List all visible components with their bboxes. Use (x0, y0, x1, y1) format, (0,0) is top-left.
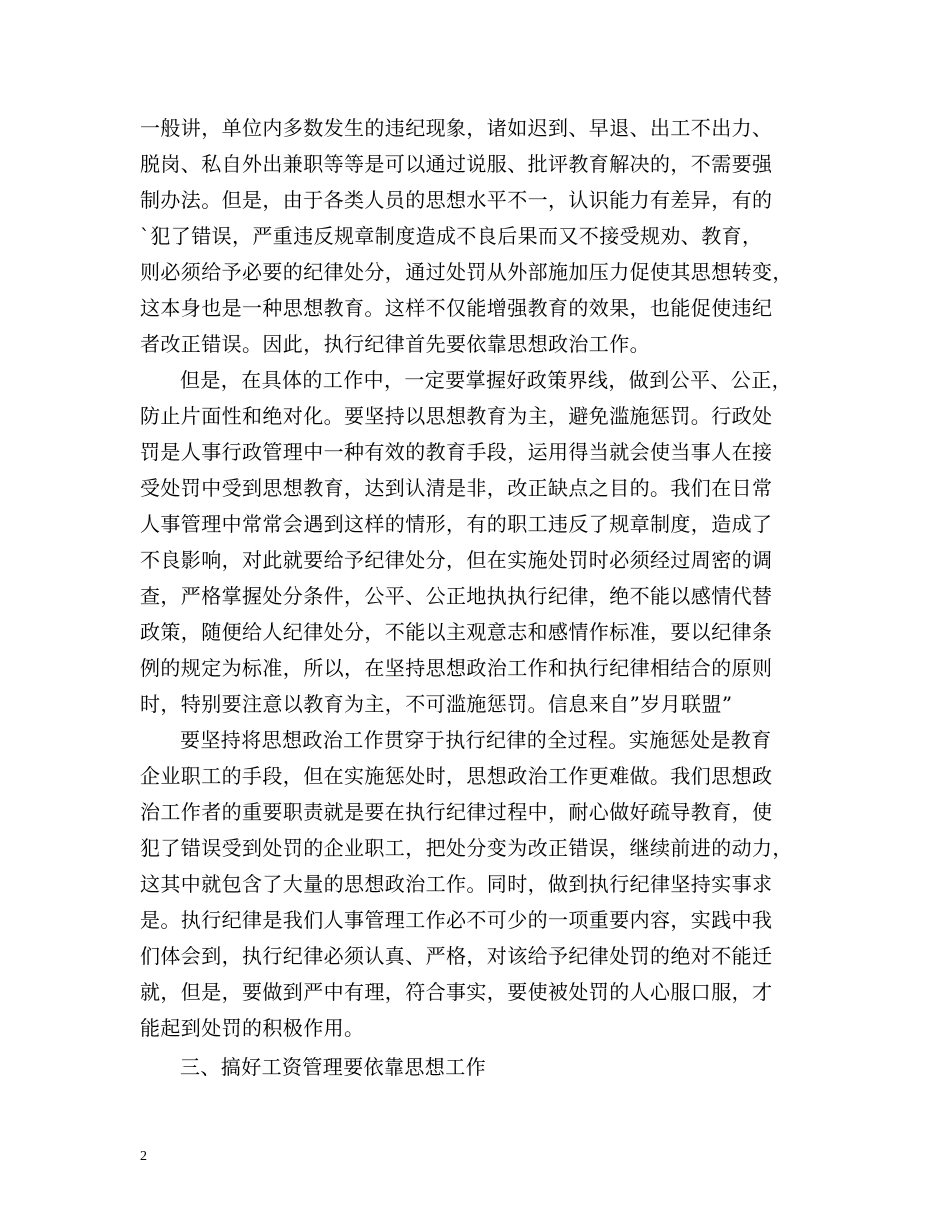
text-line: 企业职工的手段，但在实施惩处时，思想政治工作更难做。我们思想政 (140, 764, 773, 788)
text-line: 这其中就包含了大量的思想政治工作。同时，做到执行纪律坚持实事求 (140, 872, 773, 896)
text-line: 人事管理中常常会遇到这样的情形，有的职工违反了规章制度，造成了 (140, 512, 773, 536)
text-line: 能起到处罚的积极作用。 (140, 1016, 365, 1040)
text-line: 则必须给予必要的纪律处分，通过处罚从外部施加压力促使其思想转变， (140, 260, 793, 284)
text-line: 一般讲，单位内多数发生的违纪现象，诸如迟到、早退、出工不出力、 (140, 116, 773, 140)
text-line: 治工作者的重要职责就是要在执行纪律过程中，耐心做好疏导教育，使 (140, 800, 773, 824)
paragraph-first-line: 要坚持将思想政治工作贯穿于执行纪律的全过程。实施惩处是教育 (180, 728, 772, 752)
text-line: 是。执行纪律是我们人事管理工作必不可少的一项重要内容，实践中我 (140, 908, 773, 932)
text-line: 查，严格掌握处分条件，公平、公正地执执行纪律，绝不能以感情代替 (140, 584, 773, 608)
paragraph-first-line: 但是，在具体的工作中，一定要掌握好政策界线，做到公平、公正， (180, 368, 792, 392)
text-line: `犯了错误，严重违反规章制度造成不良后果而又不接受规劝、教育， (140, 224, 763, 248)
text-line: 罚是人事行政管理中一种有效的教育手段，运用得当就会使当事人在接 (140, 440, 773, 464)
text-line: 这本身也是一种思想教育。这样不仅能增强教育的效果，也能促使违纪 (140, 296, 773, 320)
text-line: 受处罚中受到思想教育，达到认清是非，改正缺点之目的。我们在日常 (140, 476, 773, 500)
text-line: 们体会到，执行纪律必须认真、严格，对该给予纪律处罚的绝对不能迁 (140, 944, 773, 968)
text-line: 不良影响，对此就要给予纪律处分，但在实施处罚时必须经过周密的调 (140, 548, 773, 572)
text-line: 制办法。但是，由于各类人员的思想水平不一，认识能力有差异，有的 (140, 188, 773, 212)
section-heading: 三、搞好工资管理要依靠思想工作 (180, 1055, 486, 1079)
text-line: 者改正错误。因此，执行纪律首先要依靠思想政治工作。 (140, 332, 650, 356)
text-line: 政策，随便给人纪律处分，不能以主观意志和感情作标准，要以纪律条 (140, 620, 773, 644)
text-line: 例的规定为标准，所以，在坚持思想政治工作和执行纪律相结合的原则 (140, 656, 773, 680)
text-line: 脱岗、私自外出兼职等等是可以通过说服、批评教育解决的，不需要强 (140, 152, 773, 176)
text-line: 就，但是，要做到严中有理，符合事实，要使被处罚的人心服口服，才 (140, 980, 773, 1004)
text-line: 防止片面性和绝对化。要坚持以思想教育为主，避免滥施惩罚。行政处 (140, 404, 773, 428)
text-line: 犯了错误受到处罚的企业职工，把处分变为改正错误，继续前进的动力， (140, 836, 793, 860)
text-line: 时，特别要注意以教育为主，不可滥施惩罚。信息来自”岁月联盟” (140, 692, 733, 716)
page-number: 2 (140, 1149, 147, 1164)
